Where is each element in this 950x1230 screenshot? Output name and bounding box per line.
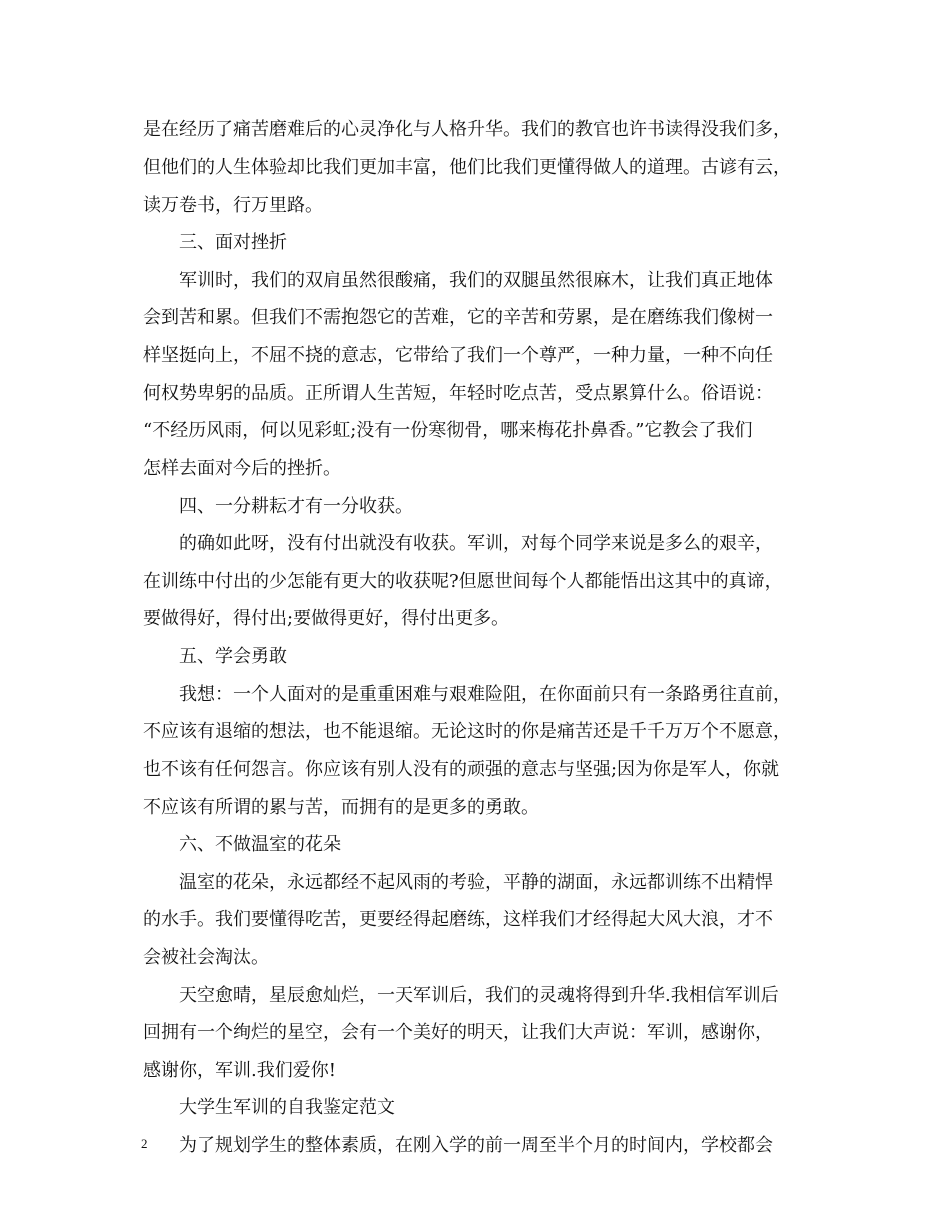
section-heading: 三、面对挫折 xyxy=(179,232,287,253)
text-line: 不应该有退缩的想法，也不能退缩。无论这时的你是痛苦还是千千万万个不愿意， xyxy=(143,721,791,742)
section-heading: 四、一分耕耘才有一分收获。 xyxy=(179,496,413,517)
article-title: 大学生军训的自我鉴定范文 xyxy=(179,1097,395,1118)
text-line: 要做得好，得付出;要做得更好，得付出更多。 xyxy=(143,608,510,629)
page-number: 2 xyxy=(141,1136,148,1151)
text-line: 也不该有任何怨言。你应该有别人没有的顽强的意志与坚强;因为你是军人，你就 xyxy=(143,759,780,780)
text-line: 会被社会淘汰。 xyxy=(143,947,269,968)
text-line: 为了规划学生的整体素质，在刚入学的前一周至半个月的时间内，学校都会 xyxy=(179,1135,773,1156)
text-line: 但他们的人生体验却比我们更加丰富，他们比我们更懂得做人的道理。古谚有云， xyxy=(143,157,791,178)
text-line: 军训时，我们的双肩虽然很酸痛，我们的双腿虽然很麻木，让我们真正地体 xyxy=(179,270,773,291)
text-line: 感谢你，军训.我们爱你! xyxy=(143,1060,336,1081)
text-line: 读万卷书，行万里路。 xyxy=(143,195,323,216)
text-line: 天空愈晴，星辰愈灿烂，一天军训后，我们的灵魂将得到升华.我相信军训后 xyxy=(179,985,779,1006)
text-line: 是在经历了痛苦磨难后的心灵净化与人格升华。我们的教官也许书读得没我们多， xyxy=(143,119,791,140)
text-line: 的水手。我们要懂得吃苦，更要经得起磨练，这样我们才经得起大风大浪，才不 xyxy=(143,909,773,930)
text-line: 会到苦和累。但我们不需抱怨它的苦难，它的辛苦和劳累，是在磨练我们像树一 xyxy=(143,307,773,328)
text-line: 我想：一个人面对的是重重困难与艰难险阻，在你面前只有一条路勇往直前， xyxy=(179,684,791,705)
section-heading: 六、不做温室的花朵 xyxy=(179,834,341,855)
text-line: 何权势卑躬的品质。正所谓人生苦短，年轻时吃点苦，受点累算什么。俗语说： xyxy=(143,383,773,404)
text-line: 在训练中付出的少怎能有更大的收获呢?但愿世间每个人都能悟出这其中的真谛， xyxy=(143,571,783,592)
text-line: 不应该有所谓的累与苦，而拥有的是更多的勇敢。 xyxy=(143,797,539,818)
text-line: 温室的花朵，永远都经不起风雨的考验，平静的湖面，永远都训练不出精悍 xyxy=(179,872,773,893)
text-line: 样坚挺向上，不屈不挠的意志，它带给了我们一个尊严，一种力量，一种不向任 xyxy=(143,345,773,366)
text-line: 怎样去面对今后的挫折。 xyxy=(143,458,341,479)
text-line: 的确如此呀，没有付出就没有收获。军训，对每个同学来说是多么的艰辛， xyxy=(179,533,773,554)
text-line: 回拥有一个绚烂的星空，会有一个美好的明天，让我们大声说：军训，感谢你， xyxy=(143,1022,773,1043)
section-heading: 五、学会勇敢 xyxy=(179,646,287,667)
text-line: “不经历风雨，何以见彩虹;没有一份寒彻骨，哪来梅花扑鼻香。”它教会了我们 xyxy=(143,420,753,441)
